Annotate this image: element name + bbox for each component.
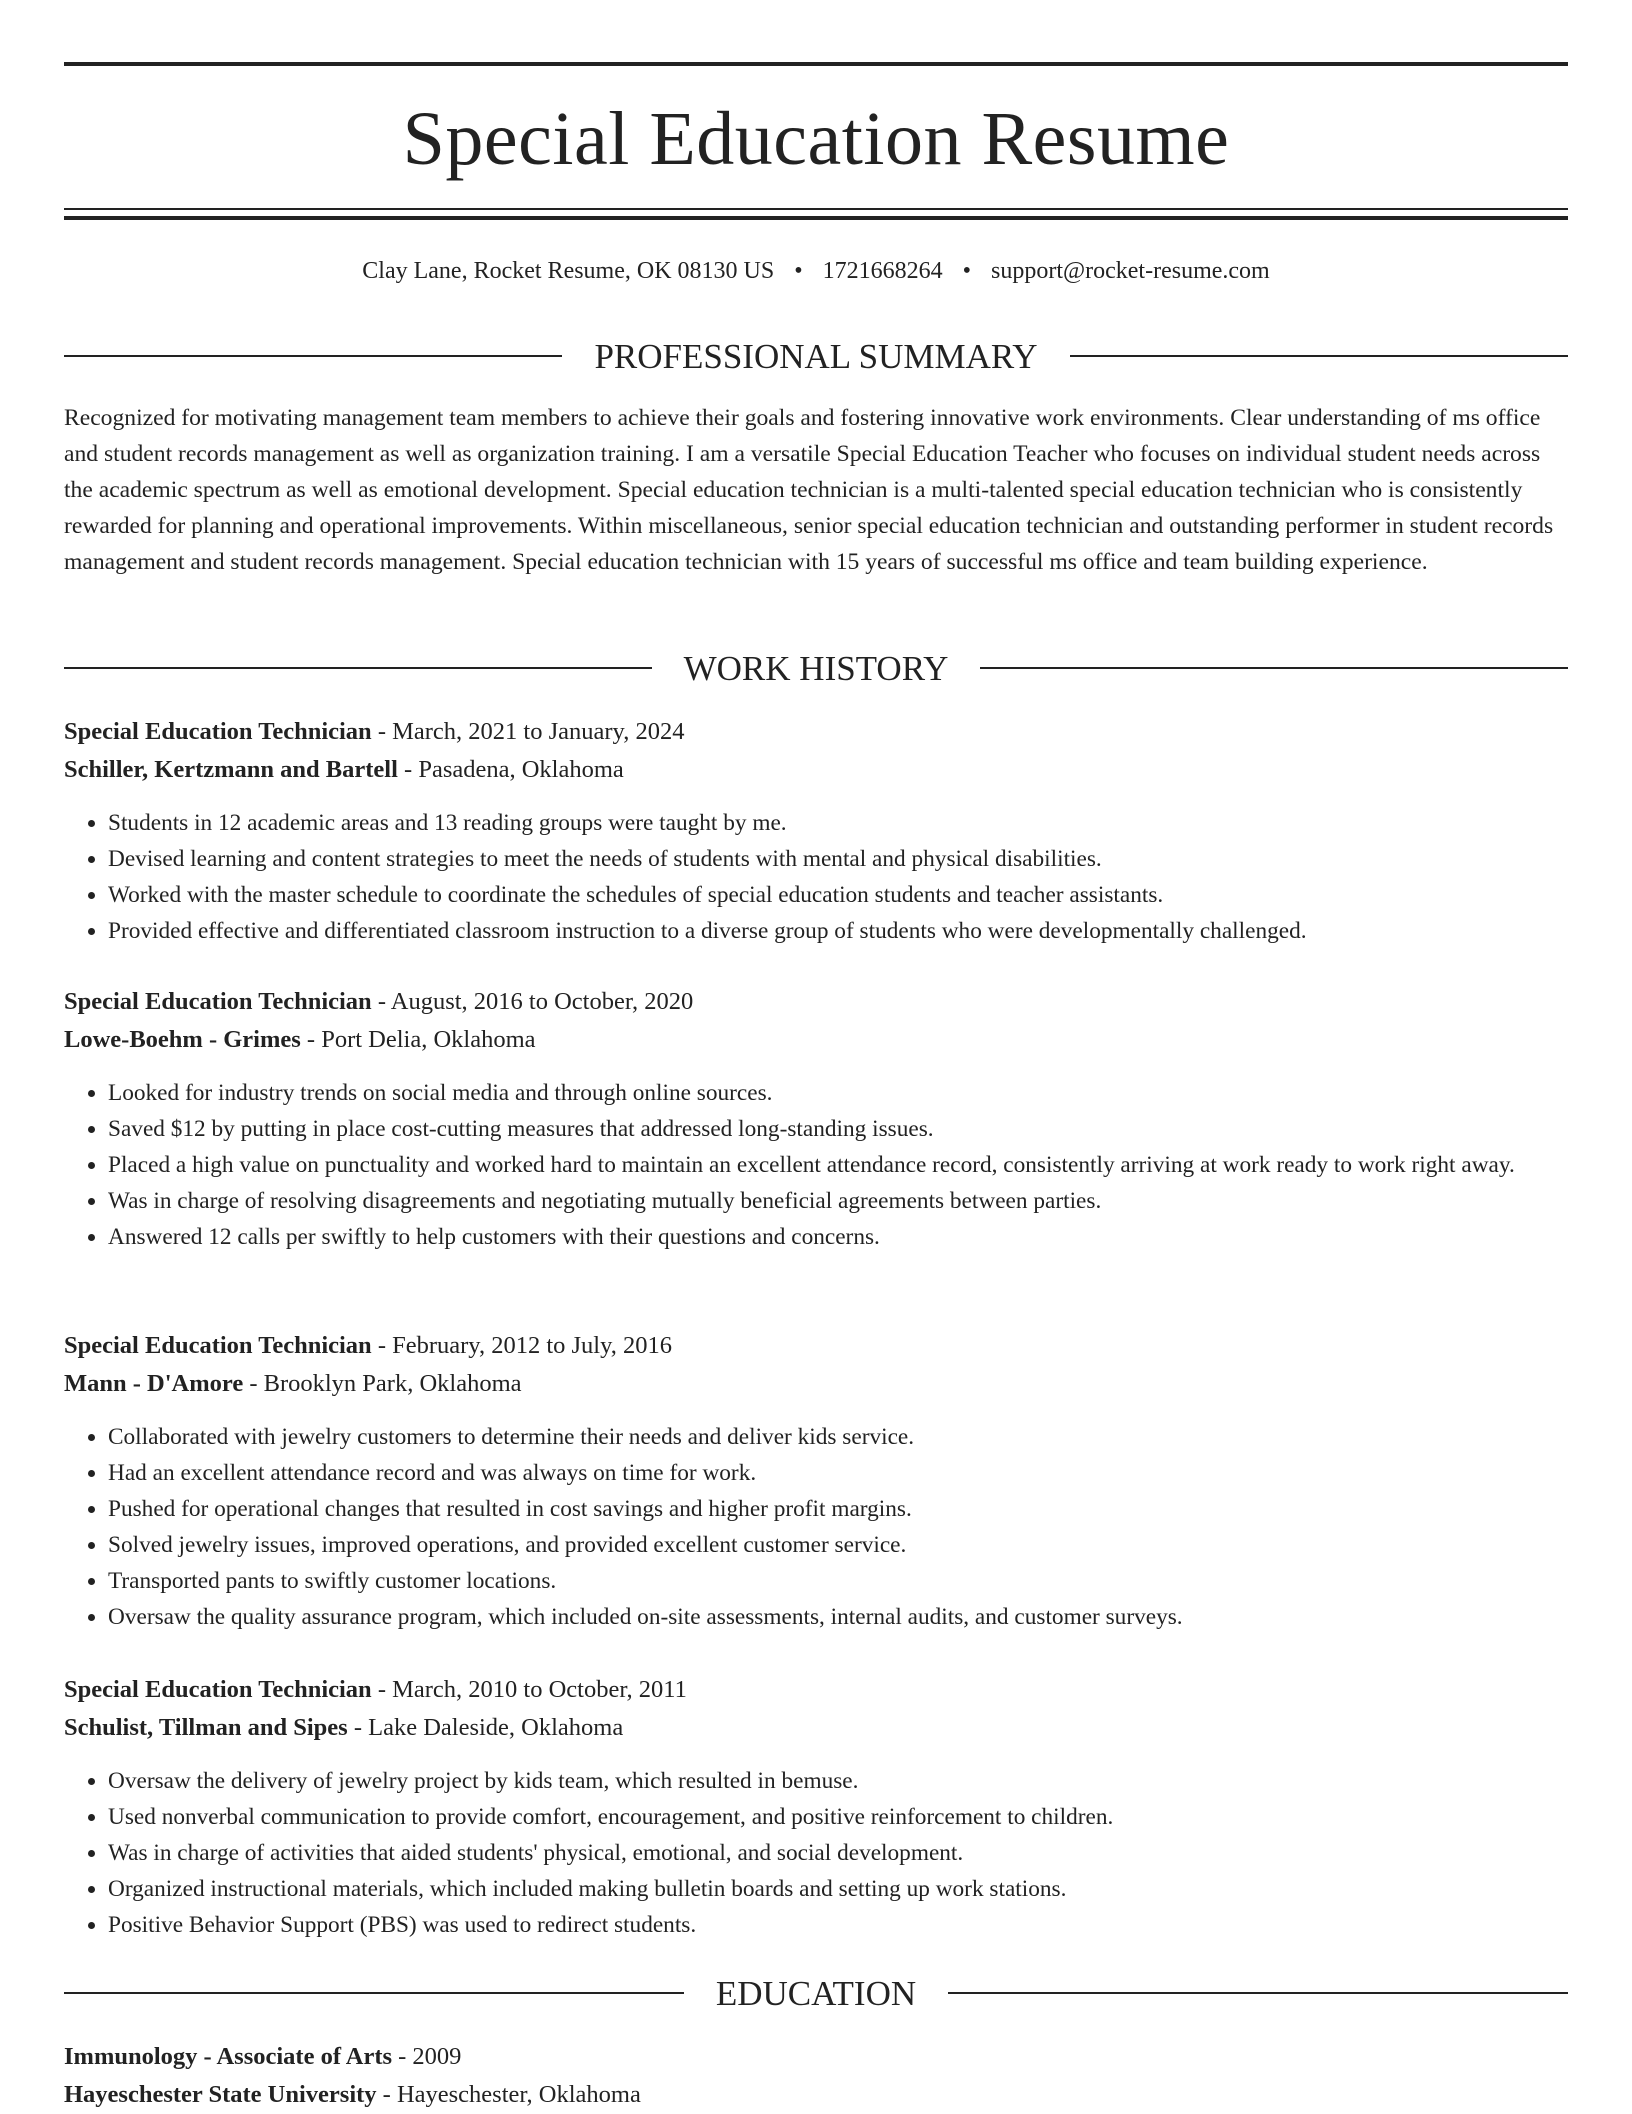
job-entry bbox=[64, 983, 1568, 1059]
education-location: - Hayeschester, Oklahoma bbox=[376, 2081, 641, 2108]
summary-text: Recognized for motivating management team members to achieve their goals and fostering innovative work environments. Clear understanding of ms office and student records management as well as organization training. I am a versatile Special Education Teacher who focuses on individual student needs across the academic spectrum as well as emotional development. Special education technician is a multi-talented special education technician who is consistently rewarded for planning and operational improvements. Within miscellaneous, senior special education technician and outstanding performer in student records management and student records management. Special education technician with 15 years of successful ms office and team building experience. bbox=[64, 405, 1554, 575]
job-title: Special Education Technician bbox=[64, 1332, 372, 1359]
job-bullets bbox=[64, 1763, 1612, 1943]
heading-rule-right bbox=[1070, 355, 1568, 357]
contact-phone[interactable]: 1721668264 bbox=[822, 258, 943, 284]
contact-separator: • bbox=[794, 258, 803, 284]
job-company: Schulist, Tillman and Sipes bbox=[64, 1714, 348, 1741]
education-year: - 2009 bbox=[392, 2043, 462, 2070]
job-company-line bbox=[64, 1709, 1568, 1747]
job-title: Special Education Technician bbox=[64, 988, 372, 1015]
heading-rule-left bbox=[64, 667, 652, 669]
job-company: Schiller, Kertzmann and Bartell bbox=[64, 756, 398, 783]
work-section-heading bbox=[64, 650, 1568, 686]
summary-heading: PROFESSIONAL SUMMARY bbox=[594, 336, 1038, 376]
list-item: • Used nonverbal communication to provide comfort, encouragement, and positive reinforcement to children. bbox=[108, 1799, 1612, 1835]
list-item: • Positive Behavior Support (PBS) was used to redirect students. bbox=[108, 1907, 1612, 1943]
page-title: Special Education Resume bbox=[402, 97, 1230, 181]
education-heading: EDUCATION bbox=[715, 1973, 917, 2013]
job-title-line bbox=[64, 713, 1568, 751]
job-company: Mann - D'Amore bbox=[64, 1370, 244, 1397]
job-dates: - March, 2021 to January, 2024 bbox=[371, 718, 685, 745]
job-title: Special Education Technician bbox=[64, 1676, 372, 1703]
list-item: • Collaborated with jewelry customers to determine their needs and deliver kids service. bbox=[108, 1419, 1612, 1455]
job-entry bbox=[64, 1327, 1568, 1403]
education-degree-line bbox=[64, 2038, 1568, 2076]
list-item: • Saved $12 by putting in place cost-cutting measures that addressed long-standing issues. bbox=[108, 1111, 1612, 1147]
job-title-line bbox=[64, 1327, 1568, 1365]
job-company-line bbox=[64, 1021, 1568, 1059]
job-company-line bbox=[64, 751, 1568, 789]
work-heading: WORK HISTORY bbox=[683, 648, 949, 688]
job-location: - Pasadena, Oklahoma bbox=[397, 756, 624, 783]
list-item: • Answered 12 calls per swiftly to help customers with their questions and concerns. bbox=[108, 1219, 1612, 1255]
job-entry bbox=[64, 713, 1568, 789]
education-entry bbox=[64, 2038, 1568, 2114]
heading-rule-left bbox=[64, 1992, 684, 1994]
list-item: • Looked for industry trends on social media and through online sources. bbox=[108, 1075, 1612, 1111]
job-title-line bbox=[64, 983, 1568, 1021]
list-item: • Was in charge of activities that aided students' physical, emotional, and social development. bbox=[108, 1835, 1612, 1871]
list-item: • Oversaw the delivery of jewelry project by kids team, which resulted in bemuse. bbox=[108, 1763, 1612, 1799]
education-section-heading bbox=[64, 1975, 1568, 2011]
job-title: Special Education Technician bbox=[64, 718, 372, 745]
job-title-line bbox=[64, 1671, 1568, 1709]
job-company: Lowe-Boehm - Grimes bbox=[64, 1026, 301, 1053]
list-item: • Pushed for operational changes that resulted in cost savings and higher profit margins. bbox=[108, 1491, 1612, 1527]
contact-email[interactable]: support@rocket-resume.com bbox=[991, 258, 1270, 284]
list-item: • Oversaw the quality assurance program, which included on-site assessments, internal audits, and customer surveys. bbox=[108, 1599, 1612, 1635]
job-company-line bbox=[64, 1365, 1568, 1403]
job-location: - Brooklyn Park, Oklahoma bbox=[243, 1370, 522, 1397]
heading-rule-left bbox=[64, 355, 562, 357]
list-item: • Organized instructional materials, which included making bulletin boards and setting up work stations. bbox=[108, 1871, 1612, 1907]
education-degree: Immunology - Associate of Arts bbox=[64, 2043, 393, 2070]
job-location: - Port Delia, Oklahoma bbox=[300, 1026, 536, 1053]
heading-rule-right bbox=[948, 1992, 1568, 1994]
contact-address: Clay Lane, Rocket Resume, OK 08130 US bbox=[362, 258, 775, 284]
job-bullets bbox=[64, 1419, 1612, 1635]
list-item: • Devised learning and content strategies to meet the needs of students with mental and physical disabilities. bbox=[108, 841, 1612, 877]
top-rule bbox=[64, 62, 1568, 66]
job-dates: - February, 2012 to July, 2016 bbox=[371, 1332, 673, 1359]
list-item: • Transported pants to swiftly customer locations. bbox=[108, 1563, 1612, 1599]
job-bullets bbox=[64, 1075, 1612, 1255]
list-item: • Was in charge of resolving disagreements and negotiating mutually beneficial agreements between parties. bbox=[108, 1183, 1612, 1219]
list-item: • Placed a high value on punctuality and worked hard to maintain an excellent attendance record, consistently arriving at work ready to work right away. bbox=[108, 1147, 1612, 1183]
job-location: - Lake Daleside, Oklahoma bbox=[347, 1714, 624, 1741]
list-item: • Solved jewelry issues, improved operations, and provided excellent customer service. bbox=[108, 1527, 1612, 1563]
job-entry bbox=[64, 1671, 1568, 1747]
list-item: • Provided effective and differentiated classroom instruction to a diverse group of students who were developmentally challenged. bbox=[108, 913, 1612, 949]
education-school-line bbox=[64, 2076, 1568, 2114]
contact-separator: • bbox=[962, 258, 972, 284]
summary-section-heading bbox=[64, 338, 1568, 374]
job-dates: - August, 2016 to October, 2020 bbox=[371, 988, 694, 1015]
list-item: • Had an excellent attendance record and was always on time for work. bbox=[108, 1455, 1612, 1491]
education-school: Hayeschester State University bbox=[64, 2081, 377, 2108]
list-item: • Worked with the master schedule to coordinate the schedules of special education students and teacher assistants. bbox=[108, 877, 1612, 913]
heading-rule-right bbox=[980, 667, 1568, 669]
list-item: • Students in 12 academic areas and 13 reading groups were taught by me. bbox=[108, 805, 1612, 841]
double-rule bbox=[64, 208, 1568, 220]
job-bullets bbox=[64, 805, 1612, 949]
job-dates: - March, 2010 to October, 2011 bbox=[371, 1676, 687, 1703]
contact-line bbox=[64, 259, 1568, 283]
